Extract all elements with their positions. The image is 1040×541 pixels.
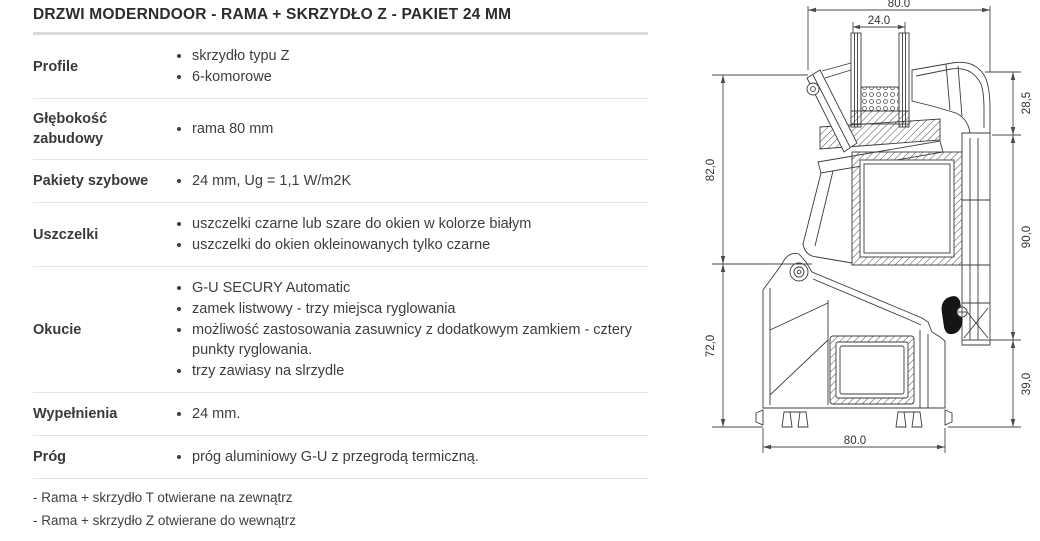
sash-hinge-detail xyxy=(807,83,819,95)
spec-item: • 24 mm. xyxy=(192,404,648,424)
spec-item: • G-U SECURY Automatic xyxy=(192,278,648,298)
profile-line-art xyxy=(756,33,990,427)
spec-row xyxy=(33,267,648,393)
page-title: DRZWI MODERNDOOR - RAMA + SKRZYDŁO Z - PAKIET 24 MM xyxy=(33,6,512,23)
dimension-label-right-top: 28,5 xyxy=(1021,91,1033,115)
spec-row xyxy=(33,393,648,436)
spec-item: • skrzydło typu Z xyxy=(192,46,648,66)
dimension-label-right-mid: 90,0 xyxy=(1021,225,1033,249)
spec-row-items xyxy=(175,446,648,468)
spec-row-label: Profile xyxy=(33,58,79,75)
profile-cross-section-svg xyxy=(700,0,1040,465)
footnote: - Rama + skrzydło T otwierane na zewnątrz xyxy=(33,490,293,505)
spec-item: • próg aluminiowy G-U z przegrodą termiczną. xyxy=(192,447,648,467)
spec-row-items xyxy=(175,45,648,88)
spec-row-label: Próg xyxy=(33,449,67,465)
spec-row-label: Okucie xyxy=(33,321,82,338)
spec-row xyxy=(33,203,648,267)
dimension-label-bottom-width: 80.0 xyxy=(843,435,867,447)
spec-row xyxy=(33,160,648,203)
spec-item: • 24 mm, Ug = 1,1 W/m2K xyxy=(192,171,648,191)
spec-row-label: Pakiety szybowe xyxy=(33,173,149,189)
spec-item: • 6-komorowe xyxy=(192,67,648,87)
spec-item: • uszczelki do okien okleinowanych tylko czarne xyxy=(192,235,648,255)
spec-row-items xyxy=(175,403,648,425)
spec-row-items xyxy=(175,170,648,192)
spec-item: • rama 80 mm xyxy=(192,119,648,139)
spec-table xyxy=(33,35,648,479)
spec-row-label: Wypełnienia xyxy=(33,406,118,422)
spacer-honeycomb xyxy=(861,87,899,111)
dimension-label-left-bottom: 72,0 xyxy=(705,334,717,358)
spec-item: • możliwość zastosowania zasuwnicy z dodatkowym zamkiem - cztery punkty ryglowania. xyxy=(192,320,648,360)
spec-row-label: Głębokość zabudowy xyxy=(33,111,108,147)
spec-row-label: Uszczelki xyxy=(33,226,99,243)
frame-profile xyxy=(756,253,952,427)
dimension-label-right-bottom: 39,0 xyxy=(1021,372,1033,396)
profile-cross-section-diagram xyxy=(700,0,1040,465)
spec-row-items xyxy=(175,118,648,140)
footnotes xyxy=(33,486,648,532)
spec-item: • zamek listwowy - trzy miejsca ryglowania xyxy=(192,299,648,319)
spec-item: • uszczelki czarne lub szare do okien w kolorze białym xyxy=(192,214,648,234)
footnote: - Rama + skrzydło Z otwierane do wewnątrz xyxy=(33,513,296,528)
frame-hinge-detail xyxy=(790,263,808,281)
dimension-label-top-width: 80.0 xyxy=(887,0,911,10)
spec-row xyxy=(33,35,648,99)
spec-row xyxy=(33,436,648,479)
dimension-label-left-top: 82,0 xyxy=(705,158,717,182)
spec-row-items xyxy=(175,277,648,382)
spec-item: • trzy zawiasy na slrzydle xyxy=(192,361,648,381)
spec-row xyxy=(33,99,648,160)
spec-row-items xyxy=(175,213,648,256)
spec-panel xyxy=(33,5,648,532)
dimension-label-glazing: 24.0 xyxy=(867,15,891,27)
